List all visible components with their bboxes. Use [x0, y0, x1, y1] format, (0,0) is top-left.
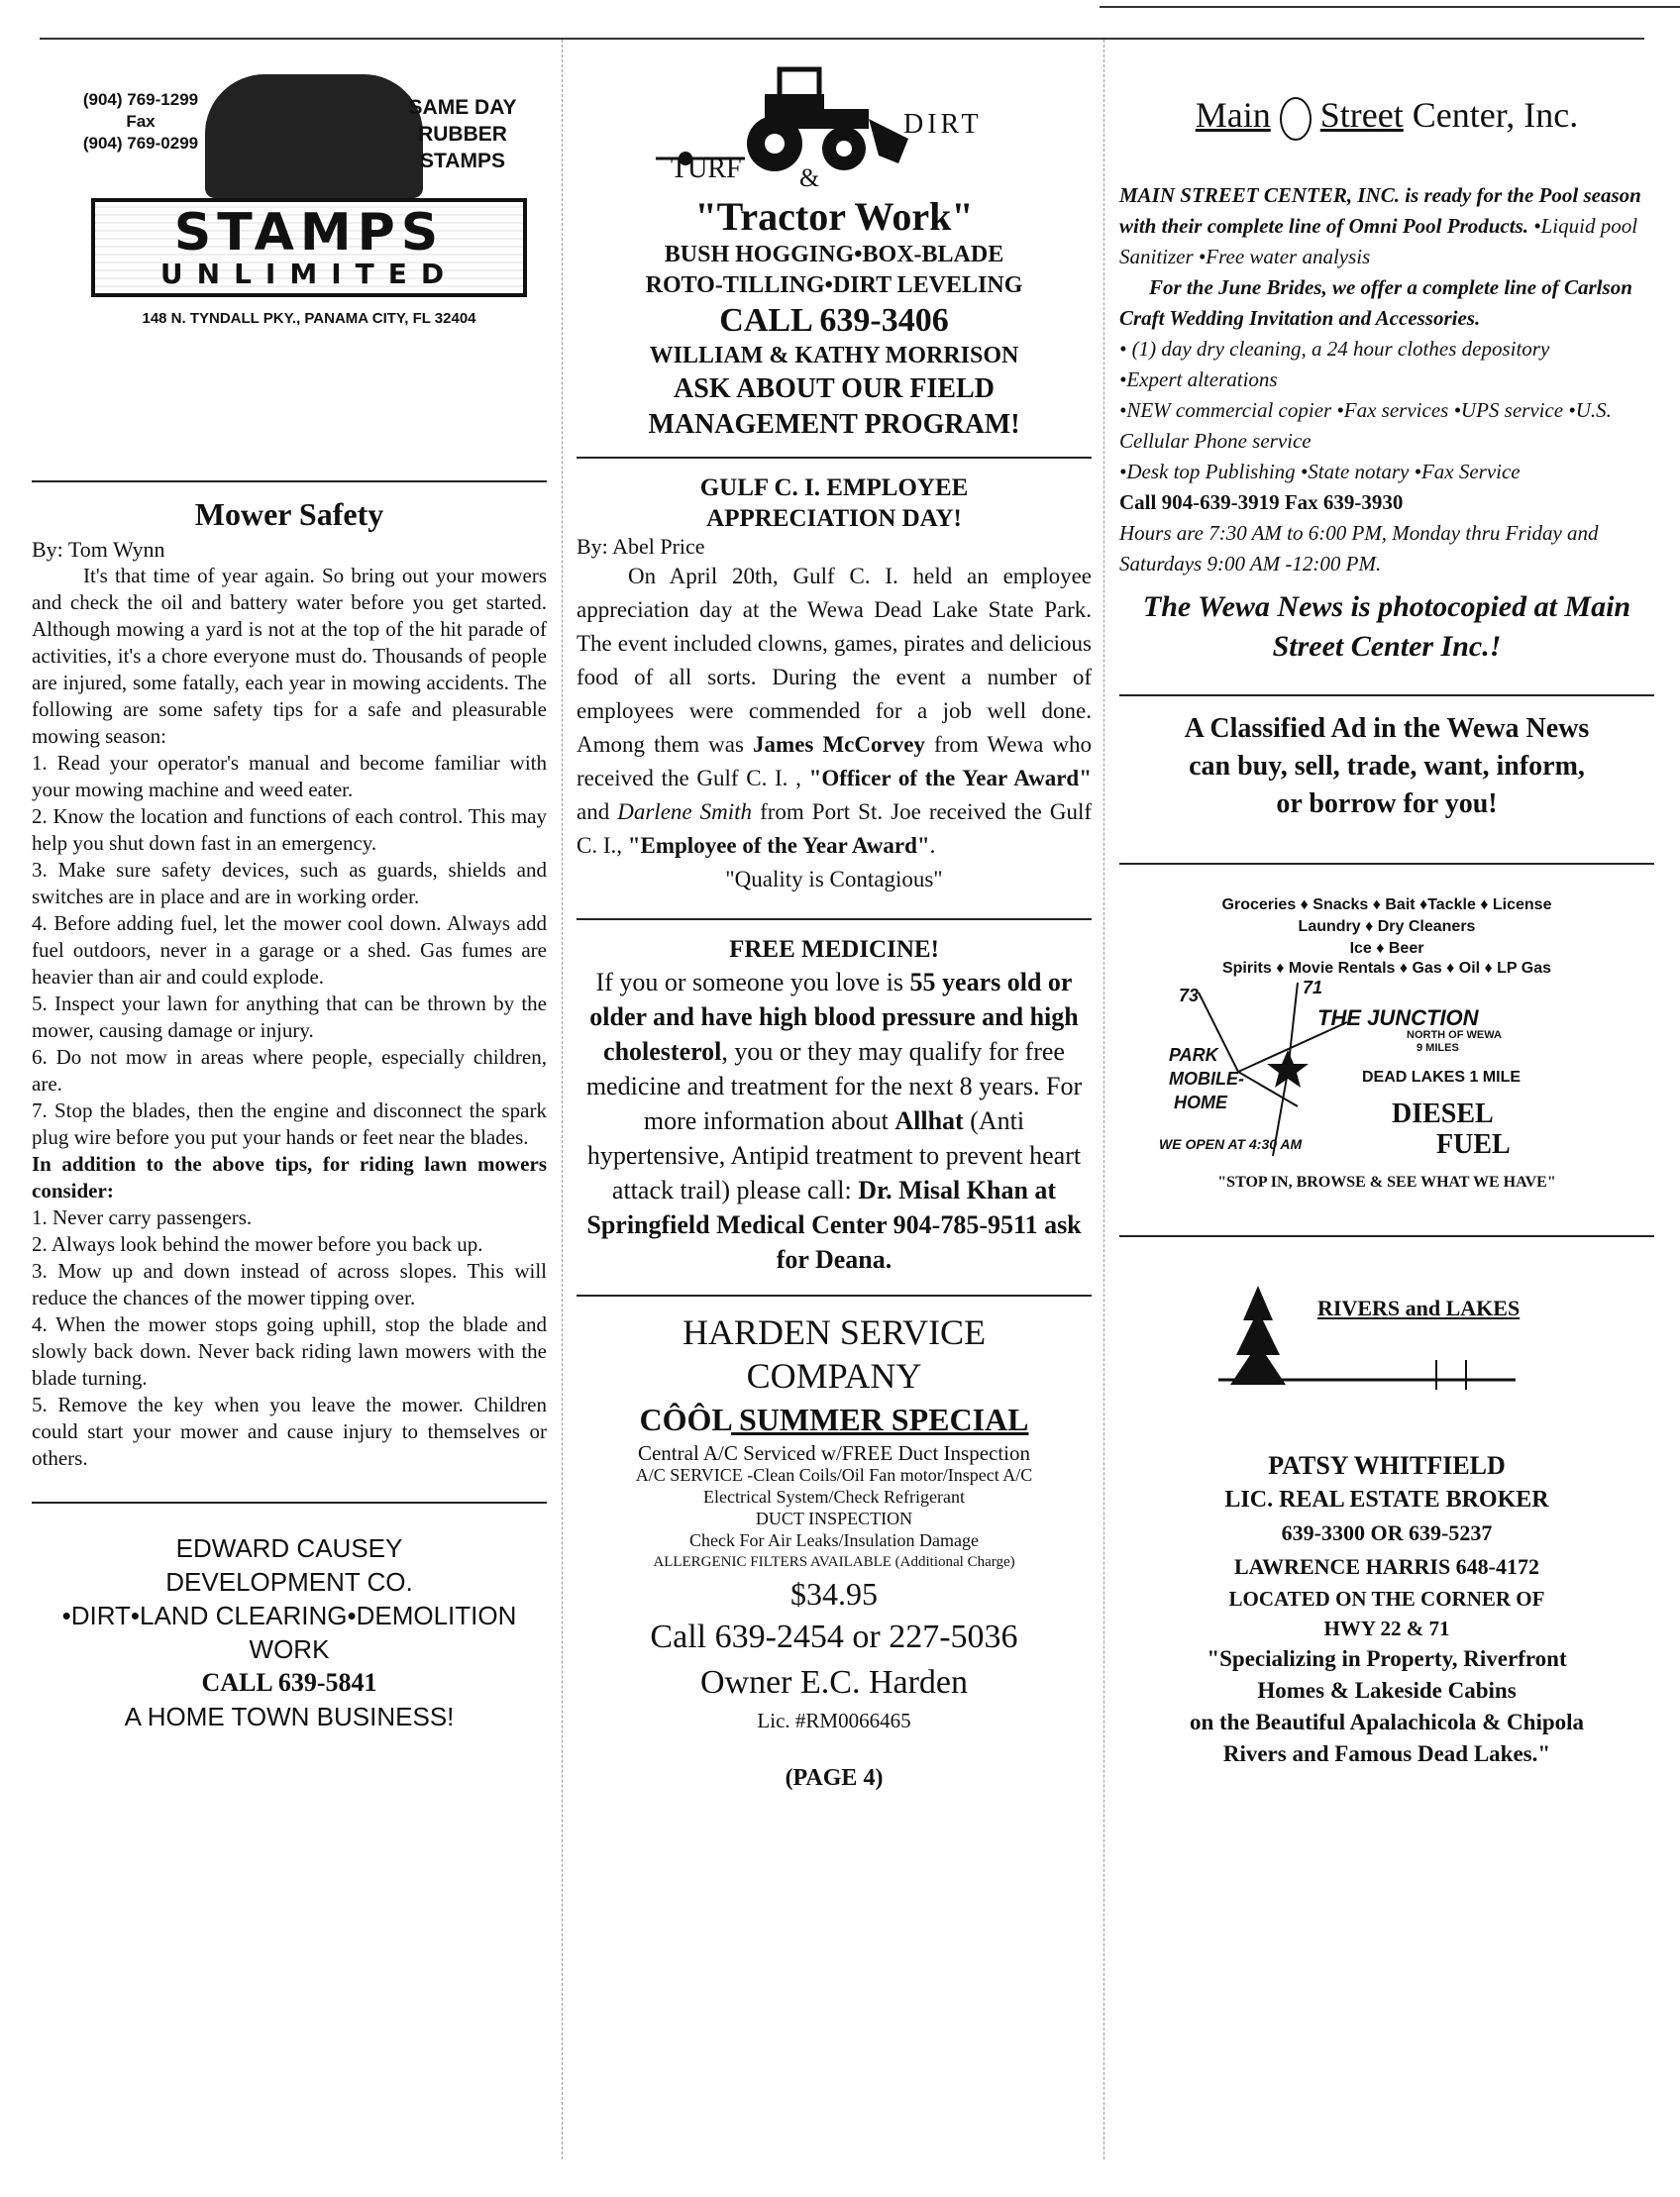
- divider: [32, 480, 547, 482]
- classified-ad: [1119, 710, 1654, 823]
- location: HWY 22 & 71: [1323, 1616, 1450, 1640]
- article-body: [577, 560, 1092, 896]
- spacer: [1119, 141, 1654, 180]
- text: For the June Brides, we offer a complete line of Carlson Craft Wedding Invitation and Accessories.: [1119, 274, 1632, 330]
- medicine-body: [577, 965, 1092, 1277]
- service-line: Central A/C Serviced w/FREE Duct Inspection: [637, 1441, 1031, 1465]
- text: PARK: [1169, 1044, 1218, 1065]
- text: Ice ♦ Beer: [1349, 939, 1424, 957]
- slogan: "Specializing in Property, Riverfront: [1207, 1645, 1567, 1671]
- tip: 3. Make sure safety devices, such as guards, shields and switches are in place and are in working order.: [32, 858, 547, 908]
- award: "Employee of the Year Award": [627, 833, 930, 858]
- slogan: "STOP IN, BROWSE & SEE WHAT WE HAVE": [1217, 1173, 1556, 1191]
- text: from Wewa who received the Gulf C. I. ,: [577, 732, 1092, 790]
- name: James McCorvey: [753, 732, 925, 757]
- owners: WILLIAM & KATHY MORRISON: [649, 343, 1019, 368]
- text: FUEL: [1436, 1128, 1511, 1160]
- phone: CALL 639-3406: [719, 302, 949, 339]
- tip: 5. Inspect your lawn for anything that can be thrown by the mower, causing damage or injury.: [32, 992, 547, 1042]
- logo-turf: TURF: [671, 154, 742, 184]
- logo-text: Main: [1195, 95, 1271, 135]
- services: ROTO-TILLING•DIRT LEVELING: [645, 272, 1023, 298]
- service-line: DUCT INSPECTION: [755, 1509, 913, 1528]
- slogan: A HOME TOWN BUSINESS!: [124, 1702, 455, 1731]
- brand-stamps: STAMPS: [173, 203, 445, 262]
- street-lamp-icon: [1280, 97, 1312, 141]
- text: NORTH OF WEWA: [1407, 1028, 1502, 1041]
- broker-name: PATSY WHITFIELD: [1268, 1450, 1506, 1480]
- text: (Anti hypertensive, Antipid treatment to prevent heart attack trail) please call:: [586, 1106, 1082, 1204]
- real-estate-ad: [1119, 1449, 1654, 1770]
- tagline-line: SAME DAY: [408, 96, 517, 119]
- column-left: [32, 54, 547, 1733]
- service-line: Check For Air Leaks/Insulation Damage: [689, 1530, 979, 1550]
- owner: Owner E.C. Harden: [699, 1664, 969, 1701]
- quote: "Quality is Contagious": [725, 867, 943, 891]
- article-title: GULF C. I. EMPLOYEE: [699, 474, 969, 501]
- article-body: [32, 563, 547, 1472]
- text: WE OPEN AT 4:30 AM: [1159, 1135, 1303, 1152]
- divider: [577, 457, 1092, 459]
- service-line: ALLERGENIC FILTERS AVAILABLE (Additional Charge): [653, 1554, 1015, 1570]
- broker-title: LIC. REAL ESTATE BROKER: [1224, 1486, 1549, 1513]
- tip: 6. Do not mow in areas where people, especially children, are.: [32, 1045, 547, 1096]
- column-center: [577, 54, 1092, 1792]
- text: MOBILE-: [1169, 1068, 1244, 1089]
- text: from Port St. Joe received the Gulf C. I.,: [577, 799, 1093, 858]
- slogan: on the Beautiful Apalachicola & Chipola: [1189, 1709, 1585, 1734]
- stamp-tagline: [383, 94, 542, 174]
- fax-number: (904) 769-0299: [82, 134, 199, 153]
- award: "Officer of the Year Award": [808, 766, 1092, 790]
- text: 9 MILES: [1417, 1041, 1459, 1054]
- location: LOCATED ON THE CORNER OF: [1228, 1586, 1545, 1611]
- text: or borrow for you!: [1276, 787, 1498, 819]
- fax-label: Fax: [126, 112, 156, 131]
- column-divider: [1103, 40, 1104, 2159]
- ad-callout: ASK ABOUT OUR FIELD: [674, 373, 995, 404]
- company-name: EDWARD CAUSEY: [175, 1533, 403, 1563]
- tip: 1. Read your operator's manual and become familiar with your mowing machine and weed eater.: [32, 751, 547, 801]
- hours: Hours are 7:30 AM to 6:00 PM, Monday thru Friday and Saturdays 9:00 AM -12:00 PM.: [1119, 520, 1599, 575]
- turf-dirt-logo: [577, 54, 1092, 193]
- causey-ad: [32, 1531, 547, 1733]
- services: WORK: [249, 1634, 330, 1664]
- summer-special: [577, 1402, 1092, 1438]
- tip: 5. Remove the key when you leave the mower. Children could start your mower and cause injury to themselves or others.: [32, 1393, 547, 1470]
- text: DEAD LAKES 1 MILE: [1362, 1068, 1522, 1086]
- route-73: 73: [1179, 985, 1200, 1005]
- services: •DIRT•LAND CLEARING•DEMOLITION: [61, 1601, 517, 1630]
- tip: 7. Stop the blades, then the engine and disconnect the spark plug wire before you put your hands or feet near the blades.: [32, 1098, 547, 1149]
- text: • (1) day dry cleaning, a 24 hour clothes depository: [1119, 336, 1550, 361]
- brand-unlimited: UNLIMITED: [159, 258, 459, 290]
- phone-number: (904) 769-1299: [82, 90, 199, 109]
- name: Darlene Smith: [617, 799, 753, 824]
- junction-name: THE JUNCTION: [1317, 1004, 1479, 1030]
- price: $34.95: [790, 1576, 878, 1612]
- logo-text: Street: [1319, 95, 1404, 135]
- text: and: [577, 799, 618, 824]
- divider: [577, 1295, 1092, 1297]
- slogan: Rivers and Famous Dead Lakes.": [1222, 1740, 1551, 1766]
- tip: 4. When the mower stops going uphill, stop the blade and slowly back down. Never back riding lawn mowers with the blade turning.: [32, 1312, 547, 1390]
- text: •Expert alterations: [1119, 366, 1278, 391]
- text: MAIN STREET CENTER, INC. is ready for the Pool season with their complete line of Omni Pool Products.: [1119, 182, 1641, 238]
- divider: [32, 1502, 547, 1504]
- ad-callout: MANAGEMENT PROGRAM!: [648, 409, 1020, 440]
- article-title: FREE MEDICINE!: [729, 936, 939, 963]
- tip: 2. Always look behind the mower before you back up.: [32, 1232, 483, 1256]
- text: 55 years old or older and have high blood pressure and high cholesterol: [589, 968, 1079, 1066]
- paragraph: It's that time of year again. So bring out your mowers and check the oil and battery water before you get started. Although mowing a yard is not at the top of the hit parade of activities, it's a chore everyone must do. Thousands of people are injured, some fatally, each year in mowing accidents. The following are some safety tips for a safe and pleasurable mowing season:: [32, 564, 547, 748]
- divider: [1119, 694, 1654, 696]
- byline: By: Tom Wynn: [32, 537, 165, 562]
- text: Groceries ♦ Snacks ♦ Bait ♦Tackle ♦ License: [1221, 895, 1552, 913]
- phone: 639-3300 OR 639-5237: [1281, 1519, 1493, 1545]
- stamps-unlimited-ad: [32, 54, 547, 352]
- column-divider: [562, 40, 563, 2159]
- main-street-logo: [1119, 94, 1654, 141]
- phone: LAWRENCE HARRIS 648-4172: [1233, 1553, 1540, 1579]
- text: HOME: [1174, 1092, 1227, 1112]
- tip: 1. Never carry passengers.: [32, 1205, 253, 1229]
- text: A Classified Ad in the Wewa News: [1184, 712, 1590, 744]
- text: If you or someone you love is: [595, 968, 910, 996]
- services: BUSH HOGGING•BOX-BLADE: [664, 242, 1004, 267]
- company-name: COMPANY: [746, 1356, 922, 1396]
- subheading: In addition to the above tips, for riding lawn mowers consider:: [32, 1152, 547, 1203]
- logo-amp: &: [799, 163, 820, 192]
- company-name: HARDEN SERVICE: [682, 1312, 987, 1352]
- phone: Call 904-639-3919 Fax 639-3930: [1119, 489, 1404, 514]
- contact: Dr. Misal Khan at Springfield Medical Center 904-785-9511 ask for Deana.: [586, 1176, 1082, 1274]
- top-rule: [40, 38, 1644, 40]
- company-name: DEVELOPMENT CO.: [165, 1567, 413, 1597]
- text: Spirits ♦ Movie Rentals ♦ Gas ♦ Oil ♦ LP Gas: [1221, 959, 1551, 977]
- service-line: Electrical System/Check Refrigerant: [703, 1487, 965, 1507]
- route-71: 71: [1303, 977, 1323, 997]
- slogan: Homes & Lakeside Cabins: [1257, 1677, 1517, 1703]
- phone: Call 639-2454 or 227-5036: [650, 1619, 1018, 1655]
- text: On April 20th, Gulf C. I. held an employee appreciation day at the Wewa Dead Lake State Park. The event included clowns, games, pirates and delicious food of all sorts. During the event a number of employees were commended for a job well done. Among them was: [577, 564, 1092, 757]
- text: •Liquid pool Sanitizer •Free water analysis: [1119, 213, 1638, 268]
- special: SUMMER SPECIAL: [731, 1402, 1029, 1437]
- photocopy-note: The Wewa News is photocopied at Main Street Center Inc.!: [1142, 589, 1631, 663]
- article-title: APPRECIATION DAY!: [706, 505, 962, 532]
- logo-dirt: DIRT: [903, 109, 983, 140]
- text: can buy, sell, trade, want, inform,: [1189, 750, 1585, 782]
- divider: [1119, 863, 1654, 865]
- tip: 3. Mow up and down instead of across slopes. This will reduce the chances of the mower tipping over.: [32, 1259, 547, 1309]
- logo-text: RIVERS and LAKES: [1317, 1295, 1521, 1320]
- page-number: (PAGE 4): [785, 1765, 884, 1791]
- text: Allhat: [894, 1106, 964, 1135]
- text: •NEW commercial copier •Fax services •UPS service •U.S. Cellular Phone service: [1119, 397, 1612, 453]
- divider: [1119, 1235, 1654, 1237]
- ad-headline: "Tractor Work": [694, 194, 974, 239]
- text: DIESEL: [1392, 1098, 1494, 1129]
- text: •Desk top Publishing •State notary •Fax Service: [1119, 459, 1521, 483]
- top-rule-short: [1100, 6, 1680, 8]
- tip: 4. Before adding fuel, let the mower cool down. Always add fuel outdoors, never in a garage or a shed. Gas fumes are heavier than air and could explode.: [32, 911, 547, 989]
- logo-text: Center, Inc.: [1403, 95, 1579, 135]
- stamp-address: 148 N. TYNDALL PKY., PANAMA CITY, FL 32404: [142, 310, 476, 327]
- text: .: [929, 833, 936, 858]
- article-title: Mower Safety: [194, 496, 384, 532]
- tagline-line: STAMPS: [420, 150, 505, 172]
- tip: 2. Know the location and functions of each control. This may help you shut down fast in an emergency.: [32, 804, 547, 855]
- byline: By: Abel Price: [577, 534, 705, 559]
- license: Lic. #RM0066465: [757, 1709, 911, 1732]
- junction-ad: [1119, 879, 1654, 1205]
- main-street-ad: [1119, 180, 1654, 579]
- column-right: [1119, 54, 1654, 1770]
- harden-ad: [577, 1310, 1092, 1398]
- phone: CALL 639-5841: [201, 1668, 377, 1697]
- tagline-line: RUBBER: [418, 123, 507, 146]
- cool-logo: CÔÔL: [639, 1402, 731, 1437]
- rivers-lakes-logo: [1119, 1251, 1654, 1449]
- text: , you or they may qualify for free medicine and treatment for the next 8 years. For more information about: [585, 1037, 1083, 1135]
- stamp-contact: [71, 89, 210, 155]
- service-line: A/C SERVICE -Clean Coils/Oil Fan motor/Inspect A/C: [635, 1465, 1033, 1485]
- divider: [577, 918, 1092, 920]
- text: Laundry ♦ Dry Cleaners: [1298, 917, 1476, 935]
